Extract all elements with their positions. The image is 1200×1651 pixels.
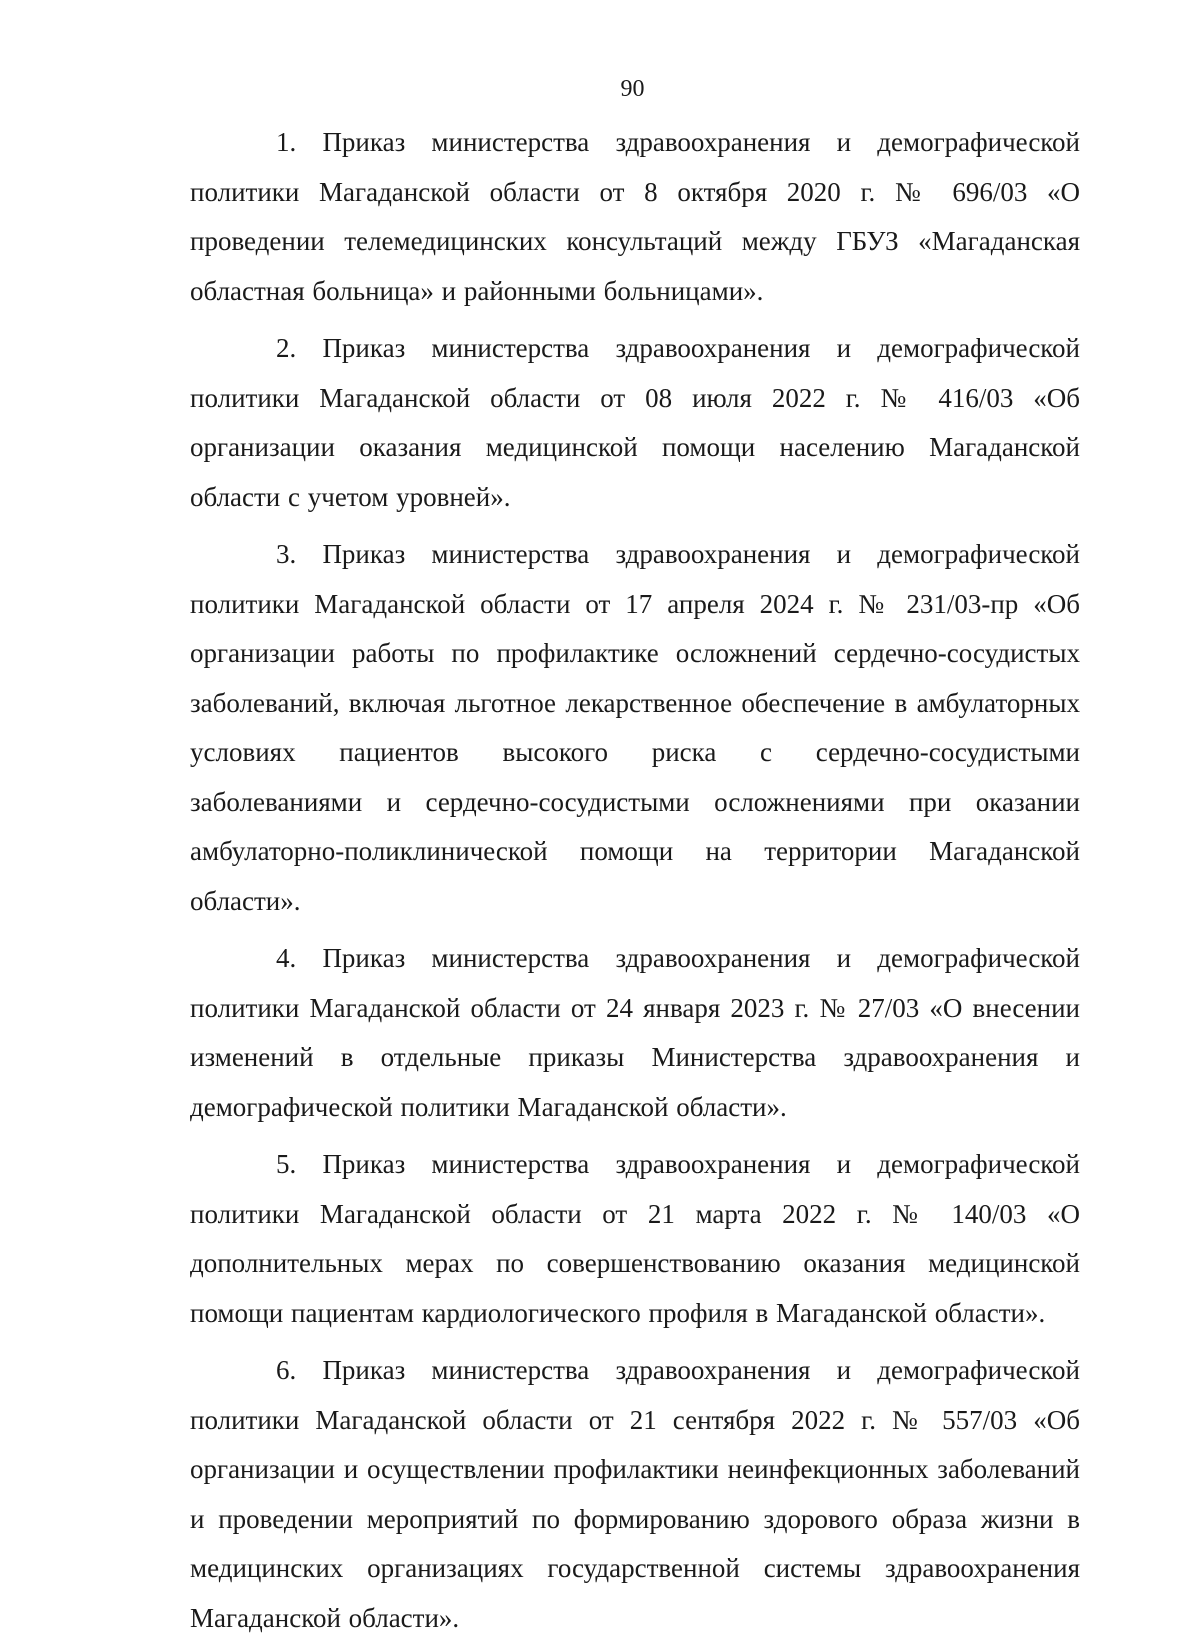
list-item — [190, 934, 1080, 1132]
item-text: Приказ министерства здравоохранения и демографической политики Магаданской области от 8 октября 2020 г. № 696/03 «О проведении телемедицинских консультаций между ГБУЗ «Магаданская областная больница» и районными больницами». — [190, 127, 1081, 306]
item-number: 6. — [276, 1355, 297, 1385]
item-text: Приказ министерства здравоохранения и демографической политики Магаданской области от 21 марта 2022 г. № 140/03 «О дополнительных мерах по совершенствованию оказания медицинской помощи пациентам кардиологического профиля в Магаданской области». — [190, 1149, 1081, 1328]
page-number: 90 — [620, 76, 645, 102]
item-text: Приказ министерства здравоохранения и демографической политики Магаданской области от 08 июля 2022 г. № 416/03 «Об организации оказания медицинской помощи населению Магаданской области с учетом уровней». — [190, 333, 1081, 512]
item-number: 3. — [276, 539, 297, 569]
item-text: Приказ министерства здравоохранения и демографической политики Магаданской области от 24 января 2023 г. № 27/03 «О внесении изменений в отдельные приказы Министерства здравоохранения и демографической политики Магаданской области». — [190, 943, 1081, 1122]
list-item — [190, 1140, 1080, 1338]
list-item — [190, 1346, 1080, 1643]
item-number: 2. — [276, 333, 297, 363]
list-item — [190, 324, 1080, 522]
order-list — [190, 118, 1080, 1651]
list-item — [190, 530, 1080, 926]
item-text: Приказ министерства здравоохранения и демографической политики Магаданской области от 21 сентября 2022 г. № 557/03 «Об организации и осуществлении профилактики неинфекционных заболеваний и проведении мероприятий по формированию здорового образа жизни в медицинских организациях государственной системы здравоохранения Магаданской области». — [190, 1355, 1081, 1633]
item-number: 1. — [276, 127, 297, 157]
item-number: 4. — [276, 943, 297, 973]
item-number: 5. — [276, 1149, 297, 1179]
list-item — [190, 118, 1080, 316]
item-text: Приказ министерства здравоохранения и демографической политики Магаданской области от 17 апреля 2024 г. № 231/03-пр «Об организации работы по профилактике осложнений сердечно-сосудистых заболеваний, включая льготное лекарственное обеспечение в амбулаторных условиях пациентов высокого риска с сердечно-сосудистыми заболеваниями и сердечно-сосудистыми осложнениями при оказании амбулаторно-поликлинической помощи на территории Магаданской области». — [190, 539, 1081, 916]
